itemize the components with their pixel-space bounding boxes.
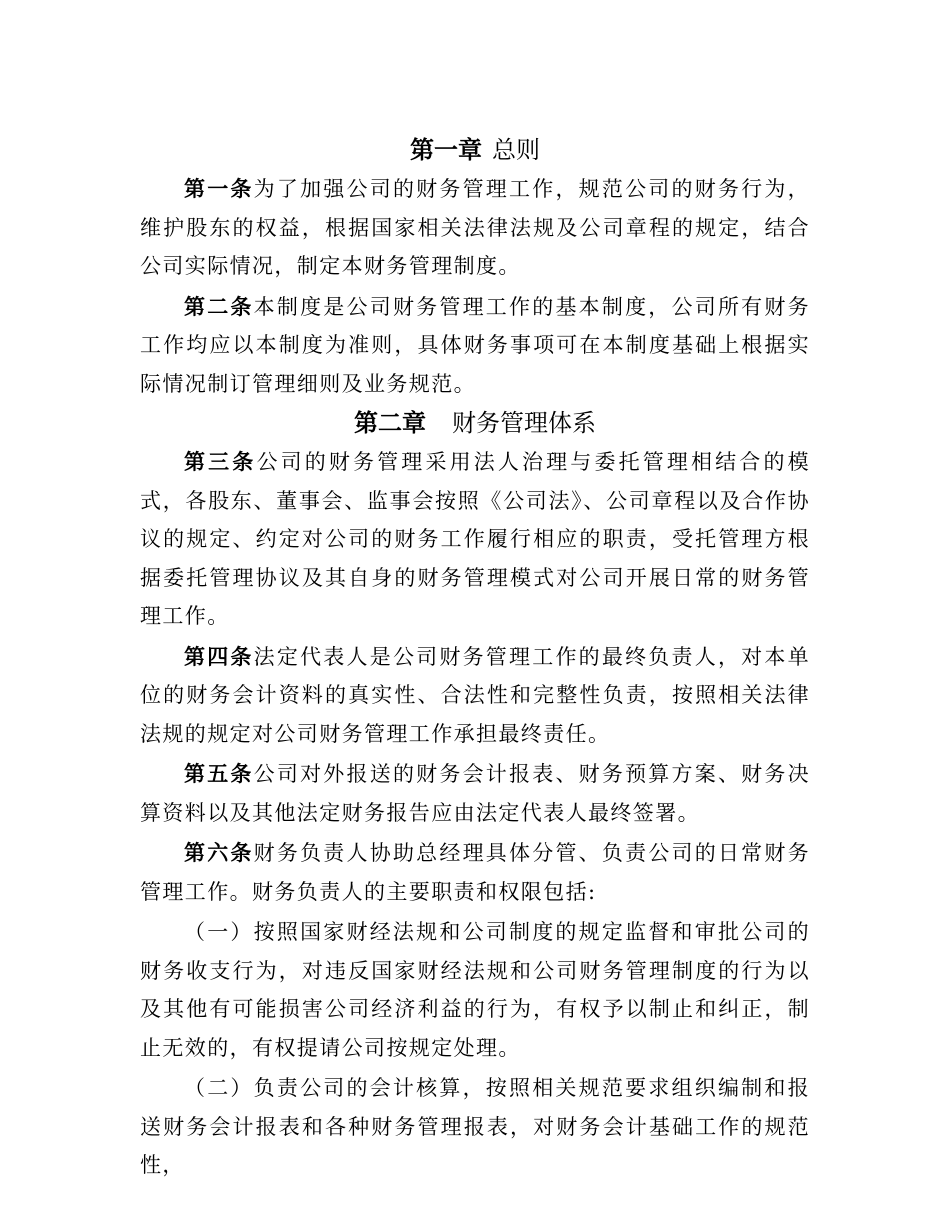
article-6-item-1 xyxy=(140,913,810,1067)
article-2-label: 第二条 xyxy=(184,294,254,319)
article-4 xyxy=(140,638,810,754)
chapter-2-heading xyxy=(140,403,810,443)
chapter-2-title: 财务管理体系 xyxy=(452,409,596,437)
chapter-1-heading xyxy=(140,130,810,170)
article-6 xyxy=(140,834,810,911)
chapter-1-number: 第一章 xyxy=(410,136,482,164)
article-1 xyxy=(140,170,810,286)
document-page xyxy=(140,130,810,1185)
article-3-label: 第三条 xyxy=(184,450,257,474)
item-1-text: （一）按照国家财经法规和公司制度的规定监督和审批公司的财务收支行为，对违反国家财经法规和公司财务管理制度的行为以及其他有可能损害公司经济利益的行为，有权予以制止和纠正，制止无效的，有权提请公司按规定处理。 xyxy=(140,920,810,1060)
article-4-label: 第四条 xyxy=(184,644,254,669)
article-1-text: 为了加强公司的财务管理工作，规范公司的财务行为，维护股东的权益，根据国家相关法律法规及公司章程的规定，结合公司实际情况，制定本财务管理制度。 xyxy=(140,177,810,278)
article-2 xyxy=(140,288,810,404)
chapter-1-title: 总则 xyxy=(492,136,540,164)
article-3-text: 公司的财务管理采用法人治理与委托管理相结合的模式，各股东、董事会、监事会按照《公司法》、公司章程以及合作协议的规定、约定对公司的财务工作履行相应的职责，受托管理方根据委托管理协议及其自身的财务管理模式对公司开展日常的财务管理工作。 xyxy=(140,450,810,628)
chapter-2-number: 第二章 xyxy=(354,409,426,437)
item-2-text: （二）负责公司的会计核算，按照相关规范要求组织编制和报送财务会计报表和各种财务管理报表，对财务会计基础工作的规范性， xyxy=(140,1076,810,1177)
article-4-text: 法定代表人是公司财务管理工作的最终负责人，对本单位的财务会计资料的真实性、合法性和完整性负责，按照相关法律法规的规定对公司财务管理工作承担最终责任。 xyxy=(140,644,810,746)
article-6-text: 财务负责人协助总经理具体分管、负责公司的日常财务管理工作。财务负责人的主要职责和权限包括: xyxy=(140,841,810,904)
article-2-text: 本制度是公司财务管理工作的基本制度，公司所有财务工作均应以本制度为准则，具体财务事项可在本制度基础上根据实际情况制订管理细则及业务规范。 xyxy=(140,294,810,396)
article-5-label: 第五条 xyxy=(184,762,254,786)
article-6-item-2 xyxy=(140,1069,810,1185)
article-6-label: 第六条 xyxy=(184,841,254,865)
article-5 xyxy=(140,755,810,832)
article-5-text: 公司对外报送的财务会计报表、财务预算方案、财务决算资料以及其他法定财务报告应由法定代表人最终签署。 xyxy=(140,762,810,825)
article-1-label: 第一条 xyxy=(184,177,254,201)
article-3 xyxy=(140,443,810,636)
